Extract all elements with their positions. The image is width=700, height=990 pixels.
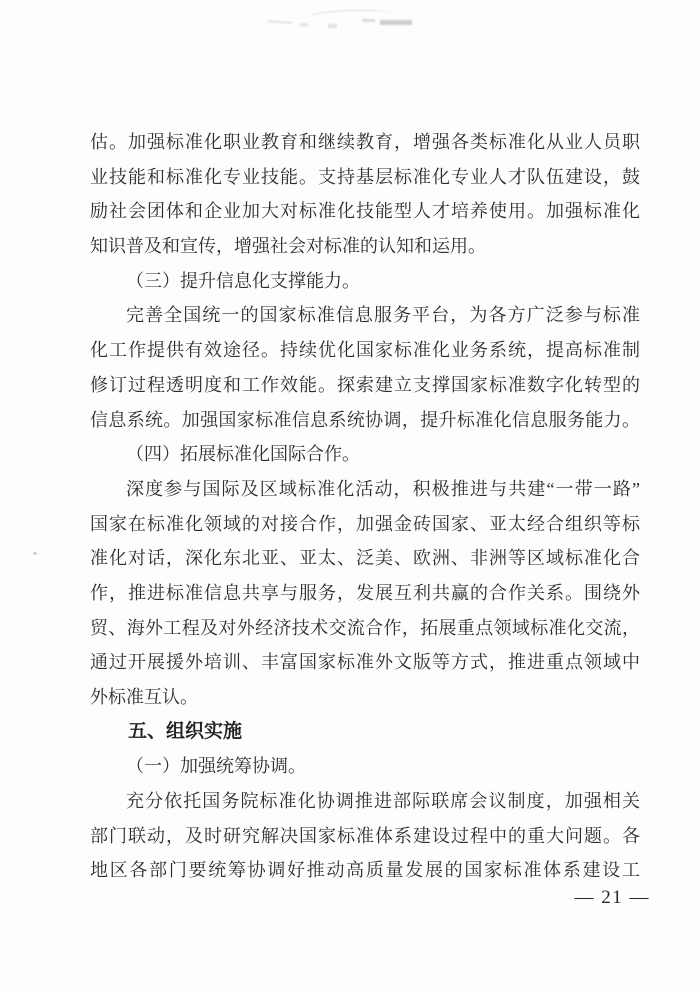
subsection-heading-4: （四）拓展标准化国际合作。 [126, 444, 360, 465]
scan-artifact-smudge [268, 8, 426, 34]
section-heading-5: 五、组织实施 [128, 720, 243, 742]
body-line: 深度参与国际及区域标准化活动，积极推进与共建“一带一路” [126, 478, 640, 499]
body-line: 国家在标准化领域的对接合作，加强金砖国家、亚太经合组织等标 [90, 513, 640, 534]
subsection-heading-3: （三）提升信息化支撑能力。 [126, 270, 360, 291]
body-line: 知识普及和宣传，增强社会对标准的认知和运用。 [90, 236, 486, 257]
body-line: 通过开展援外培训、丰富国家标准外文版等方式，推进重点领域中 [90, 652, 640, 673]
page-number: — 21 — [574, 887, 650, 908]
scan-artifact-speck [33, 552, 37, 555]
body-line: 励社会团体和企业加大对标准化技能型人才培养使用。加强标准化 [90, 201, 640, 222]
body-line: 贸、海外工程及对外经济技术交流合作，拓展重点领域标准化交流， [90, 617, 640, 638]
body-line: 地区各部门要统筹协调好推动高质量发展的国家标准体系建设工 [90, 860, 640, 881]
body-line: 充分依托国务院标准化协调推进部际联席会议制度，加强相关 [126, 791, 640, 812]
body-line: 外标准互认。 [90, 687, 198, 707]
body-line: 业技能和标准化专业技能。支持基层标准化专业人才队伍建设，鼓 [90, 166, 640, 187]
subsection-heading-1: （一）加强统筹协调。 [126, 756, 306, 777]
document-text-block [90, 125, 640, 888]
body-line: 部门联动，及时研究解决国家标准体系建设过程中的重大问题。各 [90, 825, 640, 846]
body-line: 作，推进标准信息共享与服务，发展互利共赢的合作关系。围绕外 [90, 582, 640, 603]
body-line: 修订过程透明度和工作效能。探索建立支撑国家标准数字化转型的 [90, 374, 640, 395]
body-line: 完善全国统一的国家标准信息服务平台，为各方广泛参与标准 [126, 305, 640, 326]
body-line: 化工作提供有效途径。持续优化国家标准化业务系统，提高标准制 [90, 340, 640, 361]
body-line: 信息系统。加强国家标准信息系统协调，提升标准化信息服务能力。 [90, 409, 640, 430]
body-line: 准化对话，深化东北亚、亚太、泛美、欧洲、非洲等区域标准化合 [90, 548, 640, 569]
body-line: 估。加强标准化职业教育和继续教育，增强各类标准化从业人员职 [90, 132, 640, 152]
